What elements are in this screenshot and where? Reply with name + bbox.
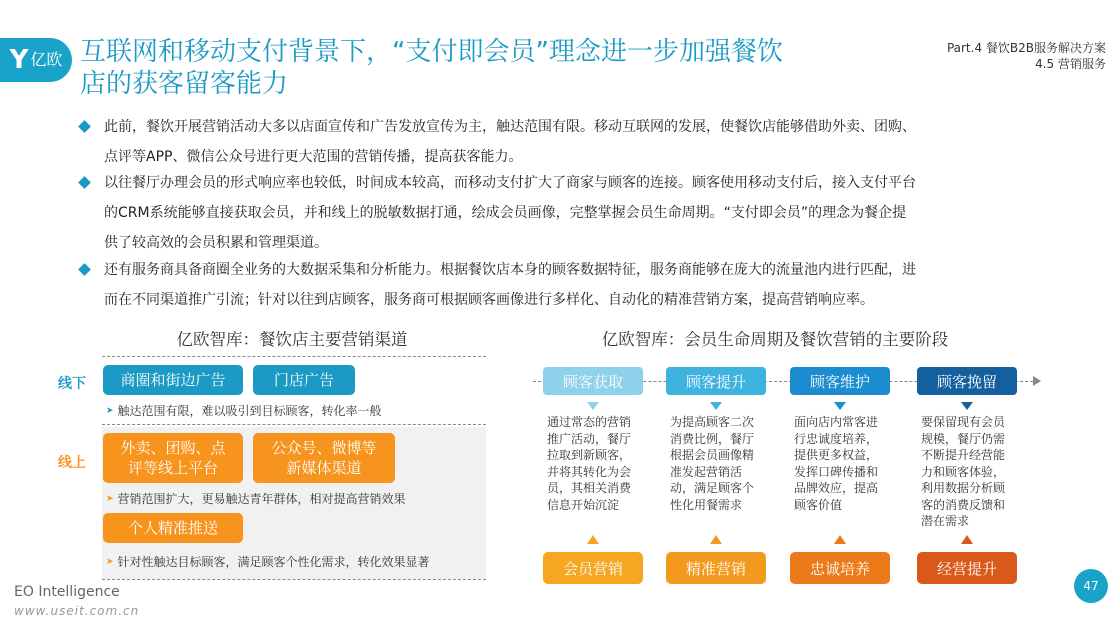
logo xyxy=(0,38,72,82)
offline-note-text: 触达范围有限，难以吸引到目标顾客，转化率一般 xyxy=(117,404,382,418)
logo-mark: Y xyxy=(9,45,29,75)
online-note-2-text: 针对性触达目标顾客，满足顾客个性化需求，转化效果显著 xyxy=(117,555,430,569)
divider xyxy=(102,424,486,425)
lifecycle-title: 亿欧智库：会员生命周期及餐饮营销的主要阶段 xyxy=(601,330,949,349)
bullet-diamond-icon xyxy=(78,263,91,276)
footer-brand: EO Intelligence xyxy=(14,584,120,600)
offline-note xyxy=(106,402,382,419)
offline-channel-street-ads: 商圈和街边广告 xyxy=(103,365,243,395)
down-arrow-icon xyxy=(587,402,599,410)
down-arrow-icon xyxy=(961,402,973,410)
online-channel-platforms-line: 外卖、团购、点 xyxy=(120,439,226,457)
logo-text: 亿欧 xyxy=(30,50,63,69)
up-arrow-icon xyxy=(710,535,722,544)
down-arrow-icon xyxy=(834,402,846,410)
page-title-line2: 店的获客留客能力 xyxy=(80,69,289,99)
online-channel-platforms-line: 评等线上平台 xyxy=(127,459,218,477)
down-arrow-icon xyxy=(710,402,722,410)
online-channel-push: 个人精准推送 xyxy=(103,513,243,543)
bullet-line: 此前，餐饮开展营销活动大多以店面宣传和广告发放宣传为主，触达范围有限。移动互联网的发展，使餐饮店能够借助外卖、团购、 xyxy=(104,119,916,135)
bullet-line: 而在不同渠道推广引流；针对以往到店顾客，服务商可根据顾客画像进行多样化、自动化的精准营销方案，提高营销响应率。 xyxy=(104,292,874,308)
online-channel-new-media-line: 新媒体渠道 xyxy=(286,459,362,477)
up-arrow-icon xyxy=(834,535,846,544)
bullet-diamond-icon xyxy=(78,176,91,189)
part-label: Part.4 餐饮B2B服务解决方案 xyxy=(946,41,1106,55)
bullet-line: 以往餐厅办理会员的形式响应率也较低，时间成本较高，而移动支付扩大了商家与顾客的连接。顾客使用移动支付后，接入支付平台 xyxy=(104,175,916,191)
header-section-info xyxy=(947,40,1106,72)
offline-label: 线下 xyxy=(58,376,86,392)
marketing-action-box: 经营提升 xyxy=(917,552,1017,584)
stage-box: 顾客挽留 xyxy=(917,367,1017,395)
section-label: 4.5 营销服务 xyxy=(1035,57,1106,71)
page-number: 47 xyxy=(1074,569,1108,603)
bullet-line: 供了较高效的会员积累和管理渠道。 xyxy=(104,235,328,251)
offline-channel-store-ads: 门店广告 xyxy=(253,365,355,395)
channels-title: 亿欧智库：餐饮店主要营销渠道 xyxy=(176,330,408,349)
bullet-line: 的CRM系统能够直接获取会员，并和线上的脱敏数据打通，绘成会员画像，完整掌握会员生命周期。“支付即会员”的理念为餐企提 xyxy=(104,205,907,221)
divider xyxy=(102,356,486,357)
online-note-2 xyxy=(106,553,430,570)
stage-box: 顾客获取 xyxy=(543,367,643,395)
online-channel-platforms xyxy=(103,433,243,483)
arrow-right-icon: ➤ xyxy=(106,556,114,567)
bullet-1 xyxy=(80,112,1070,172)
marketing-action-box: 会员营销 xyxy=(543,552,643,584)
bullet-diamond-icon xyxy=(78,120,91,133)
stage-description: 为提高顾客二次 消费比例，餐厅 根据会员画像精 准发起营销活 动，满足顾客个 性化用餐需求 xyxy=(670,415,755,512)
divider xyxy=(102,579,486,580)
stage-description: 通过常态的营销 推广活动，餐厅 拉取到新顾客， 并将其转化为会 员，其相关消费 信息开始沉淀 xyxy=(547,415,632,512)
up-arrow-icon xyxy=(587,535,599,544)
online-note-1 xyxy=(106,490,406,507)
online-channel-new-media-line: 公众号、微博等 xyxy=(271,439,377,457)
bullet-line: 还有服务商具备商圈全业务的大数据采集和分析能力。根据餐饮店本身的顾客数据特征，服务商能够在庞大的流量池内进行匹配，进 xyxy=(104,262,916,278)
marketing-action-box: 精准营销 xyxy=(666,552,766,584)
marketing-action-box: 忠诚培养 xyxy=(790,552,890,584)
page-title xyxy=(80,36,880,100)
bullet-2 xyxy=(80,168,1070,258)
arrow-right-icon: ➤ xyxy=(106,493,114,504)
up-arrow-icon xyxy=(961,535,973,544)
stage-description: 要保留现有会员 规模，餐厅仍需 不断提升经营能 力和顾客体验， 利用数据分析顾 客的消费反馈和 潜在需求 xyxy=(921,415,1006,528)
stage-description: 面向店内常客进 行忠诚度培养， 提供更多权益， 发挥口碑传播和 品牌效应，提高 顾客价值 xyxy=(794,415,879,512)
online-channel-new-media xyxy=(253,433,395,483)
stage-box: 顾客维护 xyxy=(790,367,890,395)
page-title-line1: 互联网和移动支付背景下，“支付即会员”理念进一步加强餐饮 xyxy=(80,37,783,67)
bullet-line: 点评等APP、微信公众号进行更大范围的营销传播，提高获客能力。 xyxy=(104,149,523,165)
online-label: 线上 xyxy=(58,455,86,471)
bullet-3 xyxy=(80,255,1070,315)
arrow-right-icon: ➤ xyxy=(106,405,114,416)
timeline-arrow-icon xyxy=(1033,376,1041,386)
watermark: www.useit.com.cn xyxy=(14,604,140,618)
online-note-1-text: 营销范围扩大，更易触达青年群体，相对提高营销效果 xyxy=(117,492,406,506)
stage-box: 顾客提升 xyxy=(666,367,766,395)
